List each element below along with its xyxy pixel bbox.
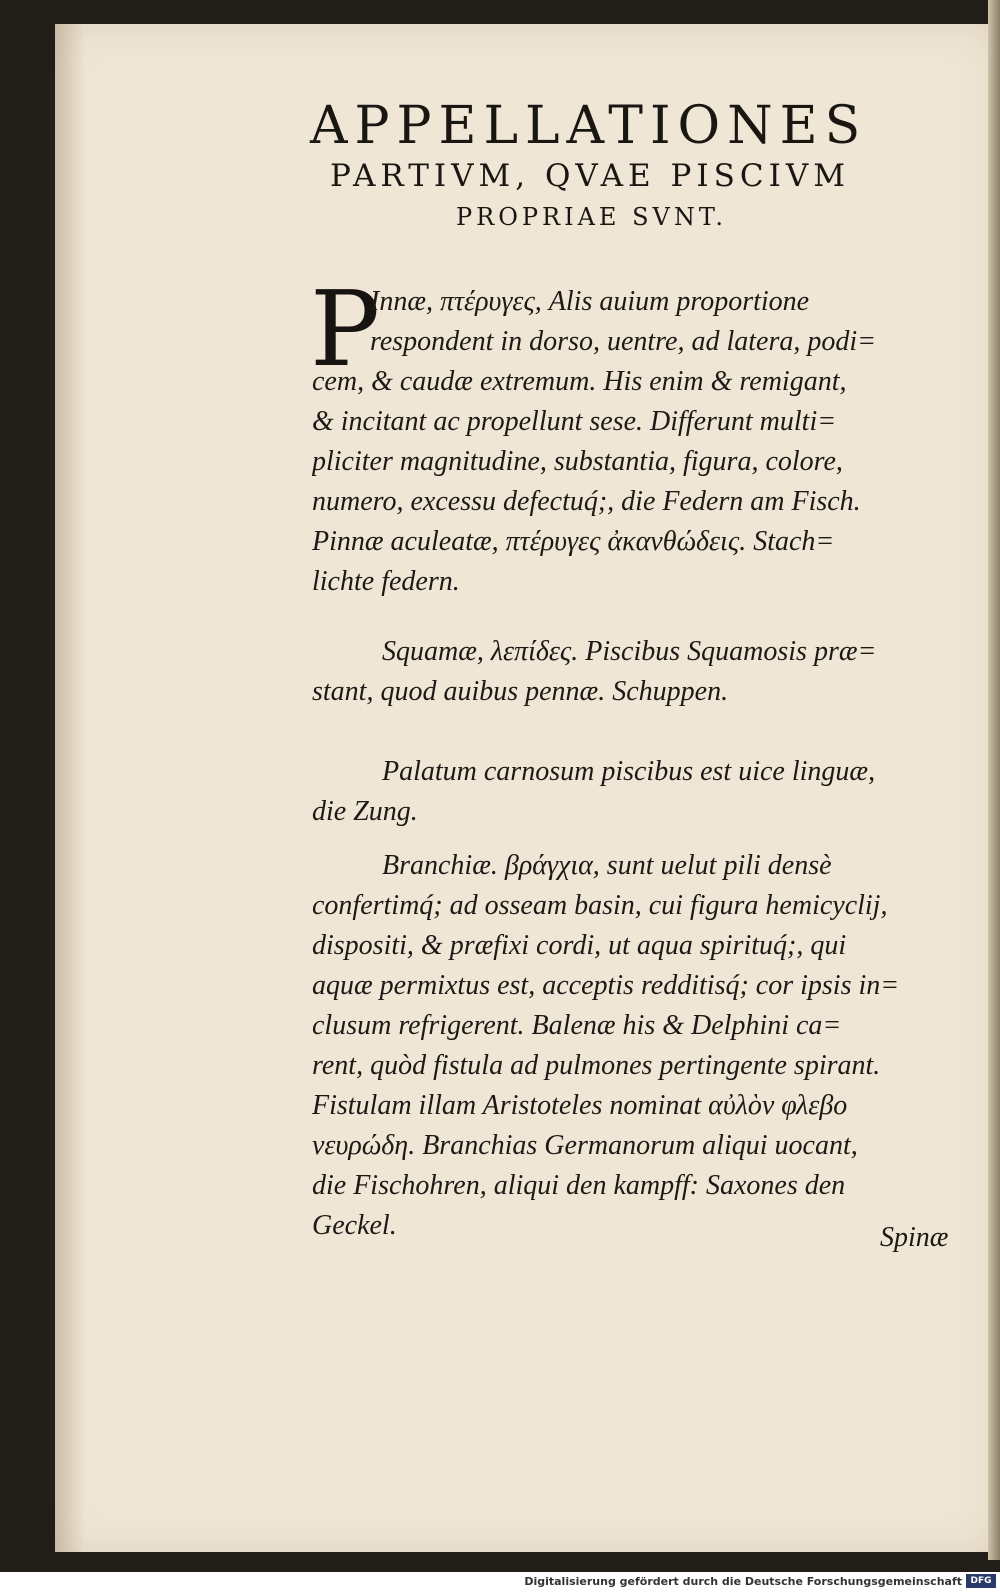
text-line: pliciter magnitudine, substantia, figura, colore, bbox=[312, 446, 843, 477]
text-line: stant, quod auibus pennæ. Schuppen. bbox=[312, 676, 729, 707]
heading-line-3: PROPRIAE SVNT. bbox=[456, 203, 727, 231]
text-line: dispositi, & præfixi cordi, ut aqua spirituq́;, qui bbox=[312, 930, 847, 961]
text-line: cem, & caudæ extremum. His enim & remigant, bbox=[312, 366, 847, 397]
text-line: rent, quòd fistula ad pulmones pertingente spirant. bbox=[312, 1050, 881, 1081]
text-line: Squamæ, λεπίδες. Piscibus Squamosis præ= bbox=[382, 636, 877, 667]
text-line: respondent in dorso, uentre, ad latera, podi= bbox=[370, 326, 877, 357]
text-line: & incitant ac propellunt sese. Differunt multi= bbox=[312, 406, 837, 437]
page-edge bbox=[988, 0, 1000, 1560]
text-line: die Fischohren, aliqui den kampff: Saxones den bbox=[312, 1170, 846, 1201]
text-line: Fistulam illam Aristoteles nominat αὐλὸν φλεβο bbox=[312, 1090, 848, 1121]
paragraph-palatum bbox=[312, 752, 964, 832]
text-line: lichte federn. bbox=[312, 566, 460, 597]
dfg-logo: DFG bbox=[966, 1574, 996, 1588]
text-line: numero, excessu defectuq́;, die Federn am Fisch. bbox=[312, 486, 861, 517]
text-line: die Zung. bbox=[312, 796, 418, 827]
text-line: clusum refrigerent. Balenæ his & Delphini ca= bbox=[312, 1010, 842, 1041]
paragraph-pinnae bbox=[312, 282, 964, 602]
catchword: Spinæ bbox=[880, 1222, 949, 1253]
heading-line-1: APPELLATIONES bbox=[310, 96, 868, 156]
paragraph-squamae bbox=[312, 632, 964, 712]
text-line: confertimq́; ad osseam basin, cui figura hemicyclij, bbox=[312, 890, 888, 921]
drop-initial: P bbox=[310, 268, 380, 390]
text-line: aquæ permixtus est, acceptis redditisq́; cor ipsis in= bbox=[312, 970, 900, 1001]
text-line: νευρώδη. Branchias Germanorum aliqui uocant, bbox=[312, 1130, 858, 1161]
text-line: Palatum carnosum piscibus est uice linguæ, bbox=[382, 756, 876, 787]
digitization-credit: Digitalisierung gefördert durch die Deutsche Forschungsgemeinschaft bbox=[524, 1575, 962, 1588]
text-line: Branchiæ. βράγχια, sunt uelut pili densè bbox=[382, 850, 832, 881]
paragraph-branchiae bbox=[312, 846, 964, 1246]
text-line: Geckel. bbox=[312, 1210, 397, 1241]
text-line: Pinnæ aculeatæ, πτέρυγες ἀκανθώδεις. Stach= bbox=[312, 526, 835, 557]
text-line: Innæ, πτέρυγες, Alis auium proportione bbox=[370, 286, 810, 317]
heading-line-2: PARTIVM, QVAE PISCIVM bbox=[330, 158, 850, 194]
page-gutter-shadow bbox=[55, 24, 85, 1552]
